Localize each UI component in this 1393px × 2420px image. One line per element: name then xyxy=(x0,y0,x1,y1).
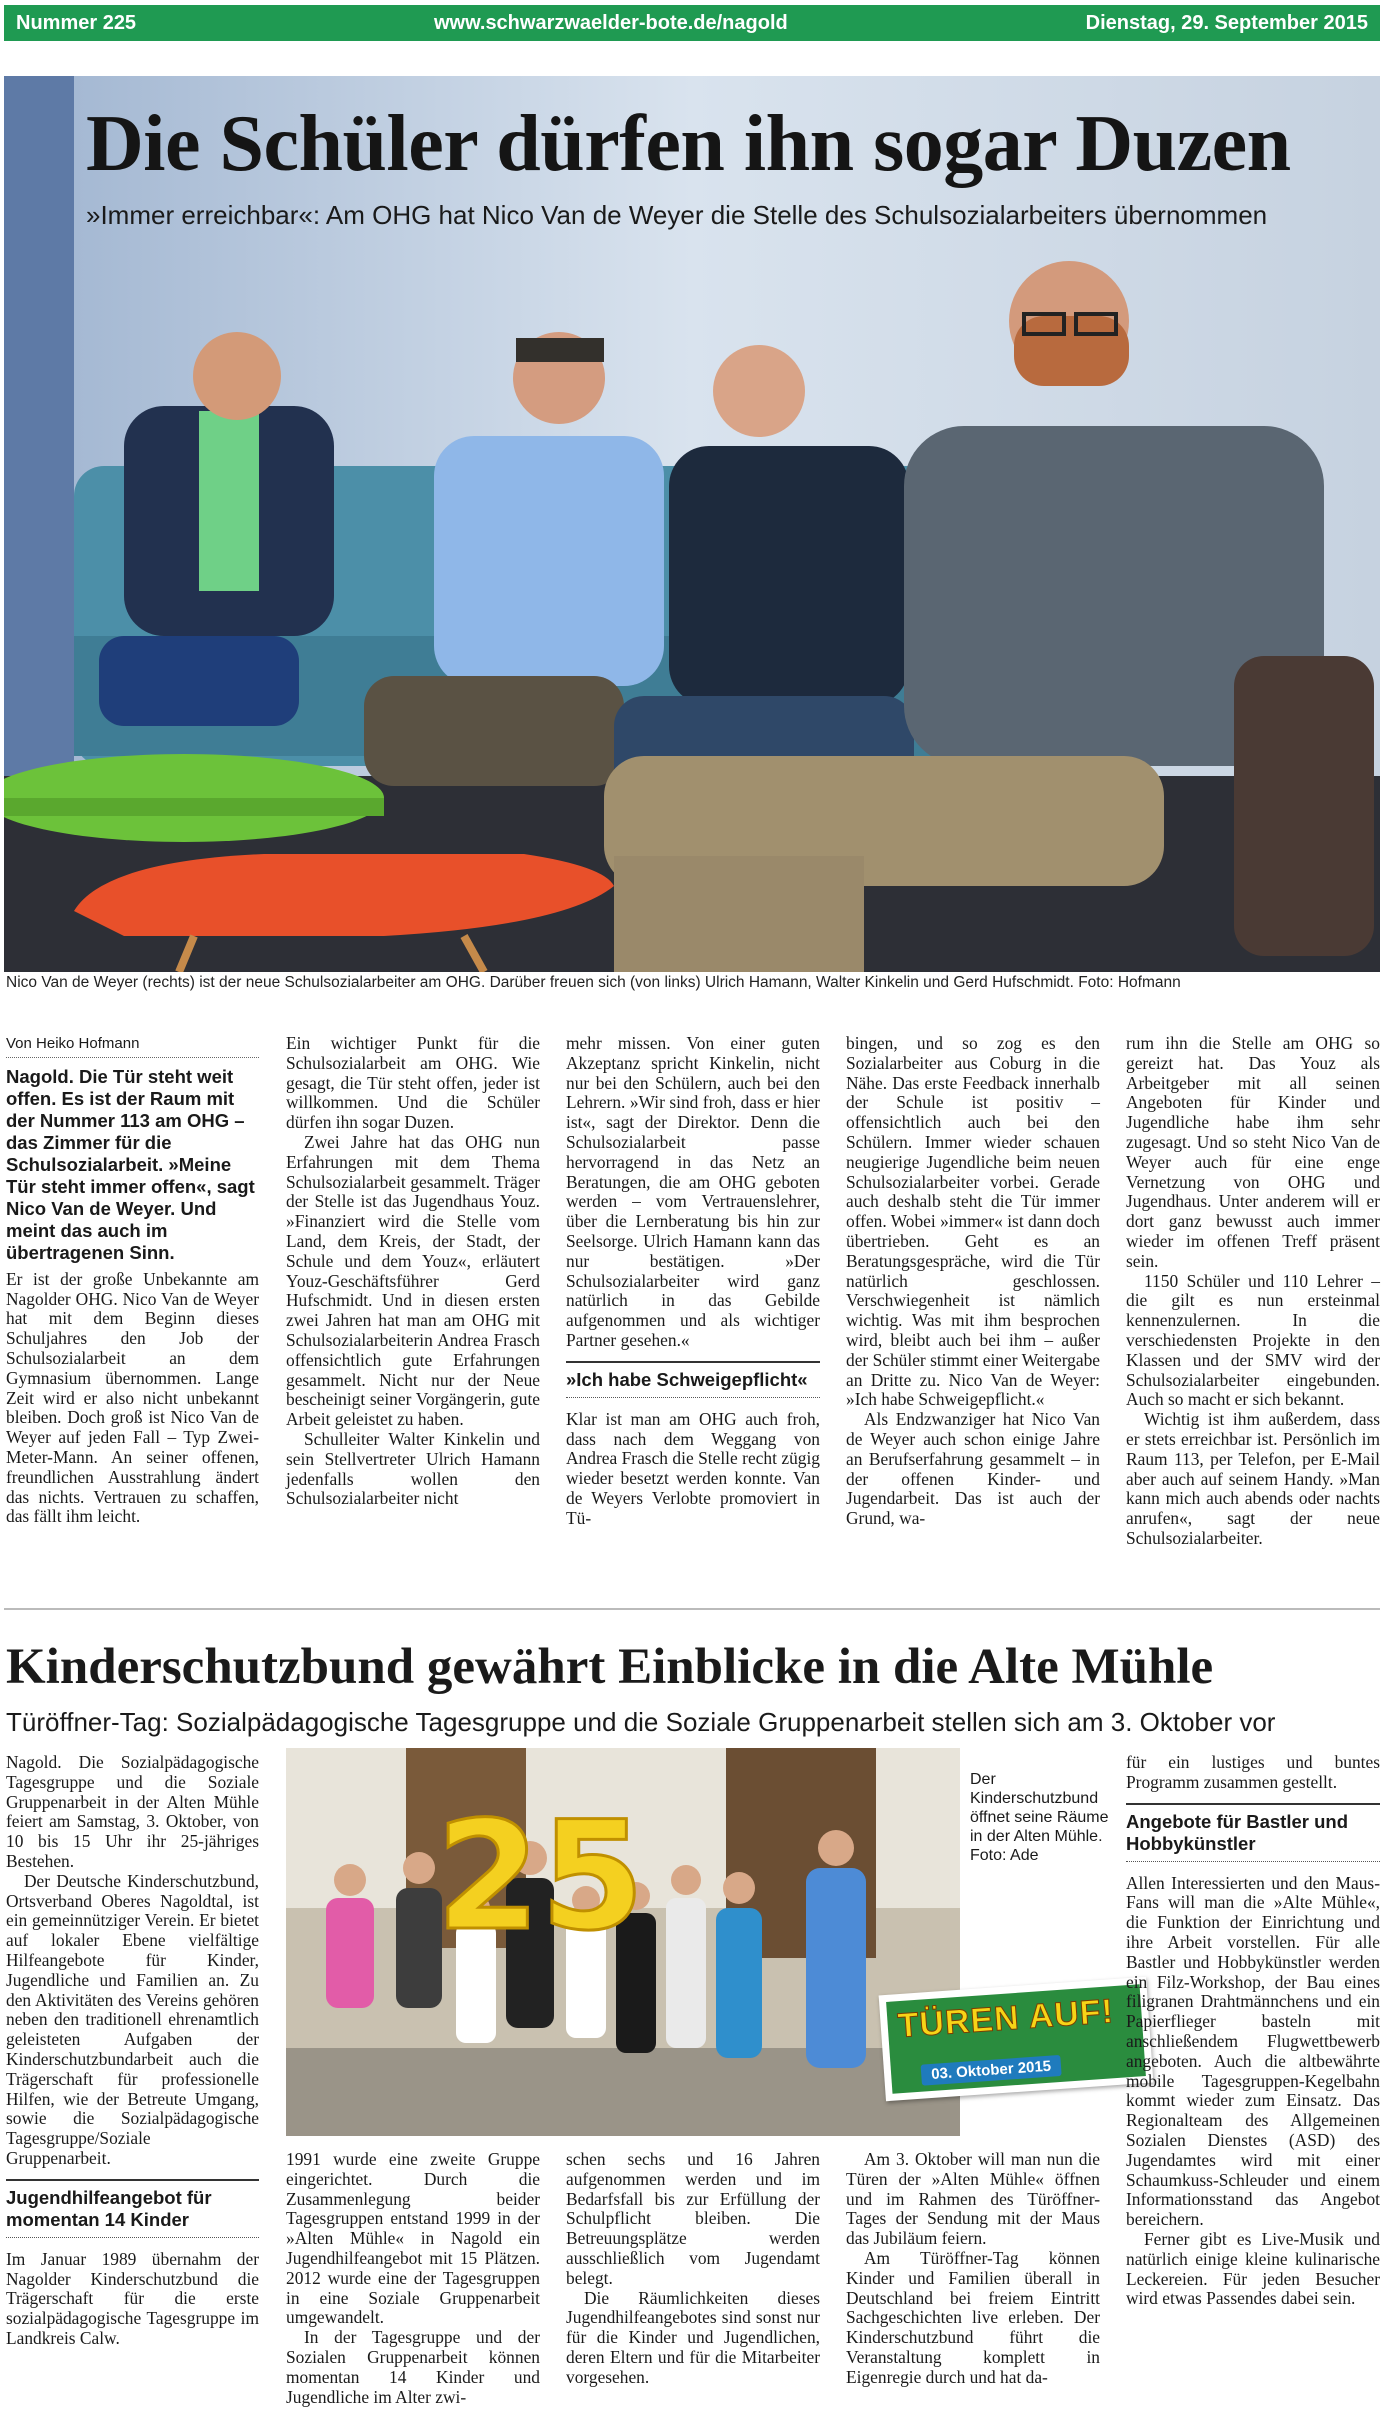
paragraph: Allen Interessierten und den Maus-Fans will man die »Alte Mühle«, die Funktion der Einrichtung und ihre Arbeit vorstellen. Für alle Bastler und Hobbykünstler werden ein Filz-Workshop, der Bau eines filigranen Drahtmännchens und ein Papierflieger basteln mit anschließendem Flugwettbewerb angeboten. Auch die altbewährte mobile Tagesgruppen-Kegelbahn kommt wieder zum Einsatz. Das Regionalteam des Allgemeinen Sozialen Dienstes (ASD) des Jugendamtes wird mit einer Schaumkuss-Schleuder und einem Informationsstand das Angebot bereichern. xyxy=(1126,1872,1380,2230)
paragraph: Nagold. Die Sozialpädagogische Tagesgruppe und die Soziale Gruppenarbeit in der Alten Mühle feiert am Samstag, 3. Oktober, von 10 bis 15 Uhr ihr 25-jähriges Bestehen. xyxy=(6,1752,259,1871)
lead-paragraph: Nagold. Die Tür steht weit offen. Es ist der Raum mit der Nummer 113 am OHG – das Zimmer für die Schulsozialarbeit. »Meine Tür steht immer offen«, sagt Nico Van de Weyer. Und meint das auch im übertragenen Sinn. xyxy=(6,1065,255,1263)
subhead-bastler: Angebote für Bastler und Hobbykünstler xyxy=(1126,1803,1380,1862)
byline: Von Heiko Hofmann xyxy=(6,1034,259,1058)
article2-column-3 xyxy=(566,2150,820,2388)
paragraph: Der Deutsche Kinderschutzbund, Ortsverband Oberes Nagoldtal, ist ein gemeinnütziger Verein. Er bietet auf lokaler Ebene vielfältige Hilfeangebote für Kinder, Jugendliche und Familien an. Zu den Aktivitäten des Vereins gehören neben den traditionell ehrenamtlich geleisteten Aufgaben der Kinderschutzbundarbeit auch die Trägerschaft für professionelle Hilfen, wie der Betreute Umgang, sowie die Sozialpädagogische Tagesgruppe/Soziale Gruppenarbeit. xyxy=(6,1870,259,2168)
article1-column-3 xyxy=(566,1034,820,1529)
subheadline-2: Türöffner-Tag: Sozialpädagogische Tagesgruppe und die Soziale Gruppenarbeit stellen sich am 3. Oktober vor xyxy=(6,1707,1276,1737)
badge-date: 03. Oktober 2015 xyxy=(921,2055,1062,2086)
paragraph: Die Räumlichkeiten dieses Jugendhilfeangebotes sind sonst nur für die Kinder und Jugendlichen, deren Eltern und für die Mitarbeiter vorgesehen. xyxy=(566,2287,820,2387)
paragraph: Ferner gibt es Live-Musik und natürlich einige kleine kulinarische Leckereien. Für jeden Besucher wird etwas Passendes dabei sein. xyxy=(1126,2228,1380,2309)
subhead-schweigepflicht: »Ich habe Schweigepflicht« xyxy=(566,1361,820,1398)
paragraph: Er ist der große Unbekannte am Nagolder OHG. Nico Van de Weyer hat mit dem Beginn dieses Schuljahres den Job der Schulsozialarbeit an dem Gymnasium übernommen. Lange Zeit wird er also nicht unbekannt bleiben. Doch groß ist Nico Van de Weyer auf jeden Fall – Typ Zwei-Meter-Mann. An seiner offenen, freundlichen Ausstrahlung ändert das nichts. Vertrauen zu schaffen, das fällt ihm leicht. xyxy=(6,1268,259,1527)
paragraph: rum ihn die Stelle am OHG so gereizt hat. Das Youz als Arbeitgeber mit all seinen Angeboten für Kinder und Jugendliche habe ihm sehr zugesagt. Und so steht Nico Van de Weyer auch für eine enge Vernetzung von OHG und Jugendhaus. Unter anderem will er dort ganz bewusst auch immer wieder im offenen Treff präsent sein. xyxy=(1126,1033,1380,1271)
article1-column-2 xyxy=(286,1034,540,1509)
tueren-auf-badge xyxy=(879,1977,1154,2101)
paragraph: mehr missen. Von einer guten Akzeptanz spricht Kinkelin, nicht nur bei den Schülern, auch bei den Lehrern. »Wir sind froh, dass er hier ist«, sagt der Direktor. Denn die Schulsozialarbeit passe hervorragend in das Netz an Beratungen, die am OHG geboten werden – vom Vertrauenslehrer, über die Lernberatung bis hin zur Seelsorge. Ulrich Hamann kann das nur bestätigen. »Der Schulsozialarbeiter wird ganz natürlich in das Gebilde aufgenommen und als wichtiger Partner gesehen.« xyxy=(566,1033,820,1350)
article1-column-1 xyxy=(6,1034,259,1527)
paragraph: bingen, und so zog es den Sozialarbeiter aus Coburg in die Nähe. Das erste Feedback innerhalb der Schule ist positiv – offensichtlich auch bei den Schülern. Immer wieder schauen neugierige Jugendliche beim neuen Schulsozialarbeiter vorbei. Gerade auch deshalb steht die Tür immer offen. Wobei »immer« ist dann doch übertrieben. Geht es an Beratungsgespräche, wird die Tür natürlich geschlossen. Verschwiegenheit ist nämlich wichtig. Was mit ihm besprochen wird, bleibt auch bei ihm – außer der Schüler stimmt einer Weitergabe an Dritte zu. Nico Van de Weyer: »Ich habe Schweigepflicht.« xyxy=(846,1033,1100,1410)
paragraph: Zwei Jahre hat das OHG nun Erfahrungen mit dem Thema Schulsozialarbeit gesammelt. Träger der Stelle ist das Jugendhaus Youz. »Finanziert wird die Stelle vom Land, dem Kreis, der Stadt, der Schule und dem Youz«, erläutert Youz-Geschäftsführer Gerd Hufschmidt. Und in diesen ersten zwei Jahren hat man am OHG mit Schulsozialarbeiterin Andrea Frasch offensichtlich gute Erfahrungen gesammelt. Nicht nur der Neue bescheinigt seiner Vorgängerin, gute Arbeit geleistet zu haben. xyxy=(286,1131,540,1430)
paragraph: Klar ist man am OHG auch froh, dass nach dem Weggang von Andrea Frasch die Stelle recht zügig wieder besetzt werden konnte. Van de Weyers Verlobte promoviert in Tü- xyxy=(566,1408,820,1528)
anniversary-number: 25 xyxy=(436,1790,645,1964)
page-header-bar xyxy=(4,5,1380,41)
article2-column-5 xyxy=(1126,1753,1380,2309)
paragraph: Im Januar 1989 übernahm der Nagolder Kinderschutzbund die Trägerschaft für die erste sozialpädagogische Tagesgruppe im Landkreis Calw. xyxy=(6,2248,259,2348)
paragraph: 1991 wurde eine zweite Gruppe eingerichtet. Durch die Zusammenlegung beider Tagesgruppen entstand 1999 in der »Alten Mühle« in Nagold ein Jugendhilfeangebot mit 15 Plätzen. 2012 wurde eine der Tagesgruppen in eine Soziale Gruppenarbeit umgewandelt. xyxy=(286,2149,540,2328)
photo-caption: Nico Van de Weyer (rechts) ist der neue Schulsozialarbeiter am OHG. Darüber freuen sich (von links) Ulrich Hamann, Walter Kinkelin und Gerd Hufschmidt. Foto: Hofmann xyxy=(6,974,1181,991)
article2-column-1 xyxy=(6,1753,259,2349)
paragraph: Am 3. Oktober will man nun die Türen der »Alten Mühle« öffnen und im Rahmen des Türöffner-Tages der Sendung mit der Maus das Jubiläum feiern. xyxy=(846,2149,1100,2249)
paragraph: Ein wichtiger Punkt für die Schulsozialarbeit am OHG. Wie gesagt, die Tür steht offen, jeder ist willkommen. Und die Schüler dürfen ihn sogar Duzen. xyxy=(286,1033,540,1133)
article2-column-2 xyxy=(286,2150,540,2407)
paragraph: Am Türöffner-Tag können Kinder und Familien überall in Deutschland bei freiem Eintritt Sachgeschichten live erleben. Der Kinderschutzbund führt die Veranstaltung komplett in Eigenregie durch und hat da- xyxy=(846,2247,1100,2387)
issue-date: Dienstag, 29. September 2015 xyxy=(1085,11,1368,34)
paragraph: 1150 Schüler und 110 Lehrer – die gilt es nun ersteinmal kennenzulernen. In die verschiedensten Projekte in den Klassen und der SMV wird der Schulsozialarbeiter eingebunden. Auch so macht er sich bekannt. xyxy=(1126,1270,1380,1410)
badge-title: TÜREN AUF! xyxy=(896,1992,1116,2046)
headline-2: Kinderschutzbund gewährt Einblicke in die Alte Mühle xyxy=(6,1639,1214,1695)
photo-caption-2: Der Kinderschutzbund öffnet seine Räume in der Alten Mühle. Foto: Ade xyxy=(970,1771,1109,1864)
group-photo-2 xyxy=(286,1748,960,2136)
paragraph: Wichtig ist ihm außerdem, dass er stets erreichbar ist. Persönlich im Raum 113, per Telefon, per E-Mail aber auch auf seinem Handy. »Man kann mich auch abends oder nachts anrufen«, sagt der neue Schulsozialarbeiter. xyxy=(1126,1409,1380,1548)
paragraph: für ein lustiges und buntes Programm zusammen gestellt. xyxy=(1126,1752,1380,1792)
subheadline: »Immer erreichbar«: Am OHG hat Nico Van de Weyer die Stelle des Schulsozialarbeiters übernommen xyxy=(86,200,1268,230)
paragraph: Als Endzwanziger hat Nico Van de Weyer auch schon einige Jahre an Berufserfahrung gesammelt – in der offenen Kinder- und Jugendarbeit. Das ist auch der Grund, wa- xyxy=(846,1409,1100,1529)
headline: Die Schüler dürfen ihn sogar Duzen xyxy=(86,100,1291,188)
article1-column-5 xyxy=(1126,1034,1380,1549)
paragraph: schen sechs und 16 Jahren aufgenommen werden und im Bedarfsfall bis zur Erfüllung der Schulpflicht bleiben. Die Betreuungsplätze werden ausschließlich vom Jugendamt belegt. xyxy=(566,2149,820,2288)
article1-column-4 xyxy=(846,1034,1100,1529)
article2-column-4 xyxy=(846,2150,1100,2388)
issue-number: Nummer 225 xyxy=(16,11,137,34)
subhead-jugendhilfe: Jugendhilfeangebot für momentan 14 Kinder xyxy=(6,2179,259,2238)
paragraph: Schulleiter Walter Kinkelin und sein Stellvertreter Ulrich Hamann jedenfalls wollen den Schulsozialarbeiter nicht xyxy=(286,1428,540,1509)
paragraph: In der Tagesgruppe und der Sozialen Gruppenarbeit können momentan 14 Kinder und Jugendliche im Alter zwi- xyxy=(286,2327,540,2407)
article-divider xyxy=(4,1608,1380,1610)
website-url[interactable]: www.schwarzwaelder-bote.de/nagold xyxy=(433,11,788,34)
